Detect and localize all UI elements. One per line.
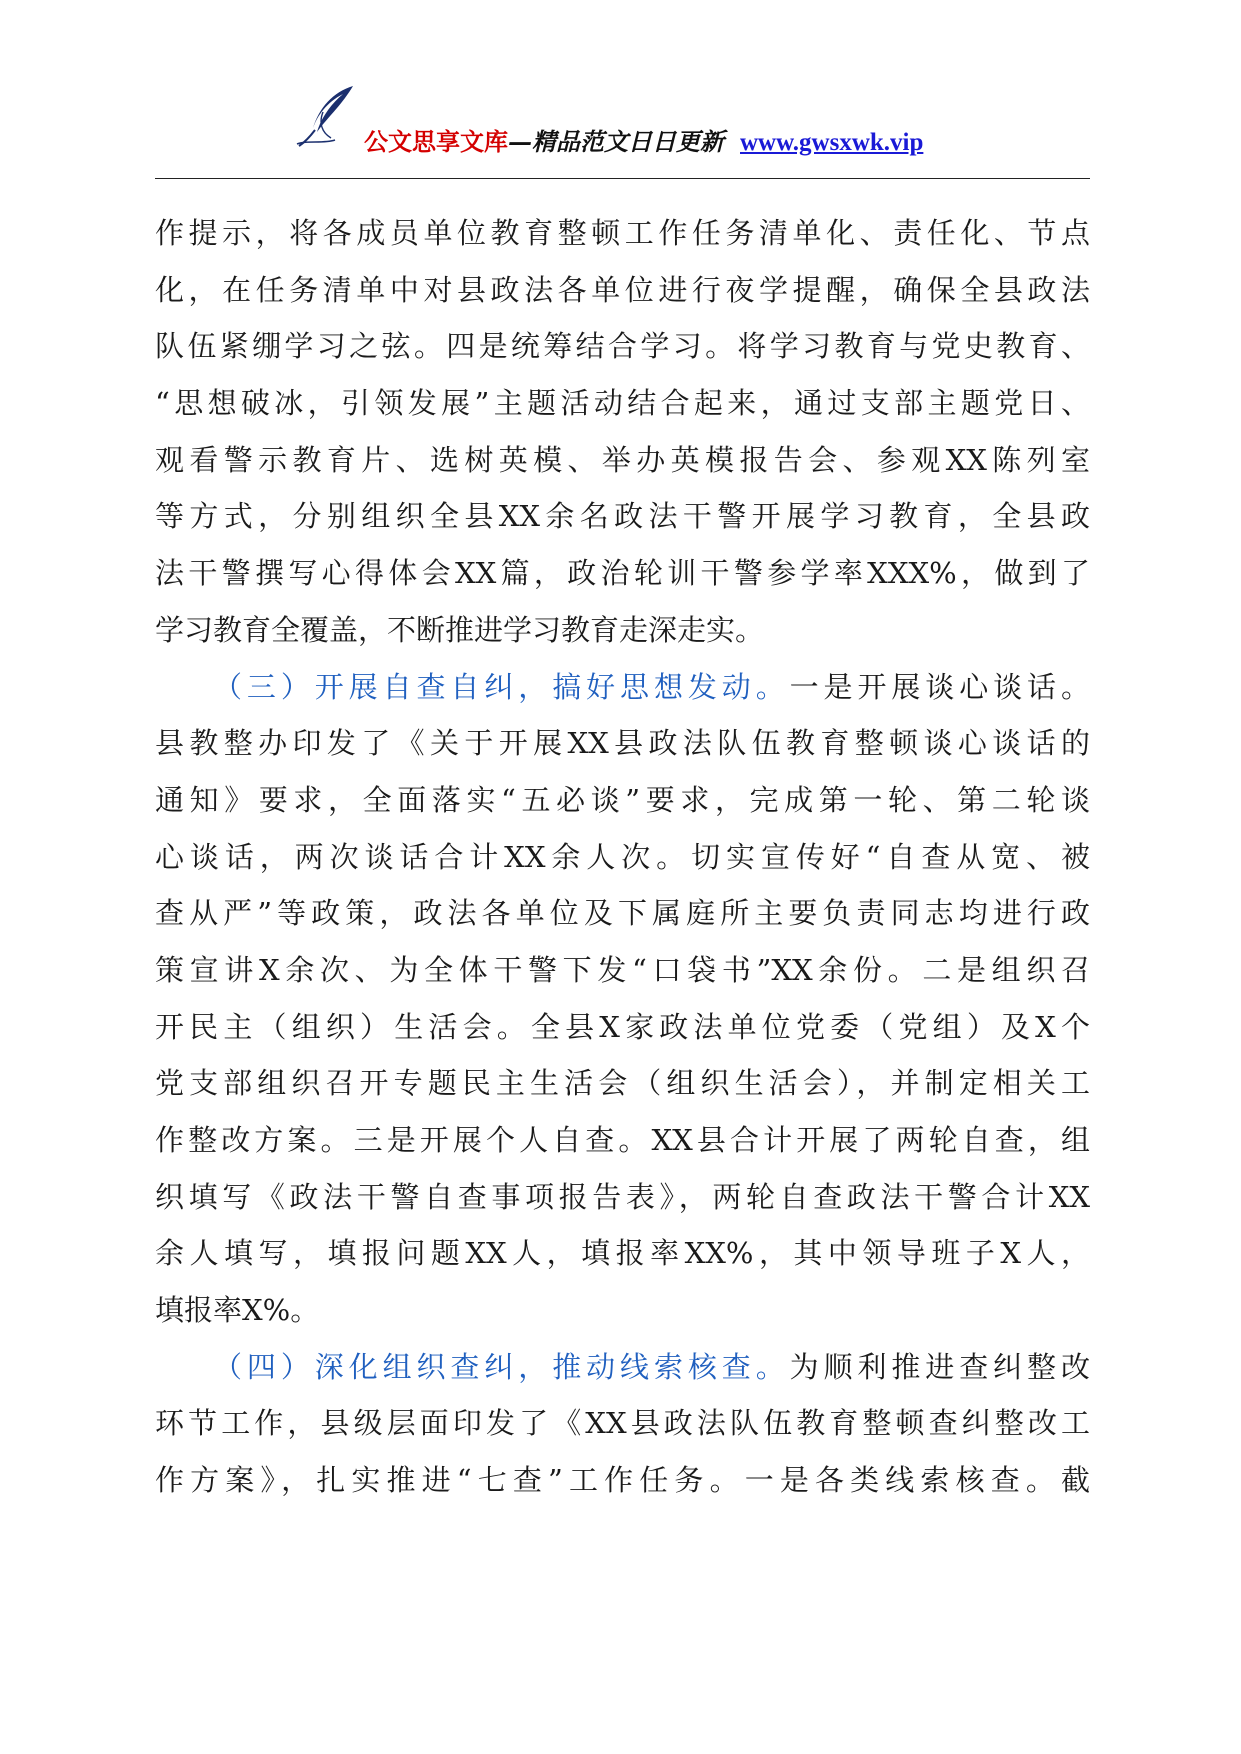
text-line: 心谈话，两次谈话合计XX余人次。切实宣传好“自查从宽、被 xyxy=(155,839,1090,874)
section-heading: （三）开展自查自纠，搞好思想发动。 xyxy=(213,669,790,704)
text-line: 队伍紧绷学习之弦。四是统筹结合学习。将学习教育与党史教育、 xyxy=(155,329,1090,364)
text-line: 作方案》，扎实推进“七查”工作任务。一是各类线索核查。截 xyxy=(155,1463,1090,1498)
header-title xyxy=(364,122,923,157)
text-line: 开民主（组织）生活会。全县X家政法单位党委（党组）及X个 xyxy=(155,1009,1090,1044)
paragraph xyxy=(155,659,1090,1339)
text-line: 法干警撰写心得体会XX篇，政治轮训干警参学率XXX%，做到了 xyxy=(155,556,1090,591)
text-line: 学习教育全覆盖，不断推进学习教育走深走实。 xyxy=(155,612,765,647)
document-body xyxy=(155,205,1090,1509)
site-name: 公文思享文库 xyxy=(364,127,508,156)
text-run: 为顺利推进查纠整改 xyxy=(789,1349,1090,1384)
section-heading: （四）深化组织查纠，推动线索核查。 xyxy=(213,1349,790,1384)
paragraph xyxy=(155,205,1090,659)
text-line: 作提示，将各成员单位教育整顿工作任务清单化、责任化、节点 xyxy=(155,216,1090,250)
site-url-link[interactable]: www.gwsxwk.vip xyxy=(740,129,924,156)
text-line: 通知》要求，全面落实“五必谈”要求，完成第一轮、第二轮谈 xyxy=(155,782,1090,817)
quill-logo-icon xyxy=(293,82,363,152)
text-line: 县教整办印发了《关于开展XX县政法队伍教育整顿谈心谈话的 xyxy=(155,726,1090,761)
header-divider xyxy=(155,178,1090,179)
text-line: 查从严”等政策，政法各单位及下属庭所主要负责同志均进行政 xyxy=(155,896,1090,931)
text-line: 织填写《政法干警自查事项报告表》，两轮自查政法干警合计XX xyxy=(155,1179,1090,1214)
text-line: 观看警示教育片、选树英模、举办英模报告会、参观XX陈列室 xyxy=(155,442,1090,477)
site-slogan: —精品范文日日更新 xyxy=(508,127,724,156)
text-line: “思想破冰，引领发展”主题活动结合起来，通过支部主题党日、 xyxy=(155,386,1090,421)
paragraph xyxy=(155,1339,1090,1509)
text-line: 填报率X%。 xyxy=(155,1293,320,1328)
text-line xyxy=(155,1339,1090,1396)
page-header xyxy=(155,78,1090,178)
text-line: 策宣讲X余次、为全体干警下发“口袋书”XX余份。二是组织召 xyxy=(155,952,1090,987)
text-run: 一是开展谈心谈话。 xyxy=(789,669,1090,704)
text-line: 作整改方案。三是开展个人自查。XX县合计开展了两轮自查，组 xyxy=(155,1123,1090,1157)
text-line: 余人填写，填报问题XX人，填报率XX%，其中领导班子X人， xyxy=(155,1236,1090,1271)
text-line: 化，在任务清单中对县政法各单位进行夜学提醒，确保全县政法 xyxy=(155,272,1090,307)
text-line: 党支部组织召开专题民主生活会（组织生活会），并制定相关工 xyxy=(155,1066,1090,1101)
text-line: 等方式，分别组织全县XX余名政法干警开展学习教育，全县政 xyxy=(155,499,1090,534)
text-line: 环节工作，县级层面印发了《XX县政法队伍教育整顿查纠整改工 xyxy=(155,1406,1090,1441)
text-line xyxy=(155,659,1090,716)
